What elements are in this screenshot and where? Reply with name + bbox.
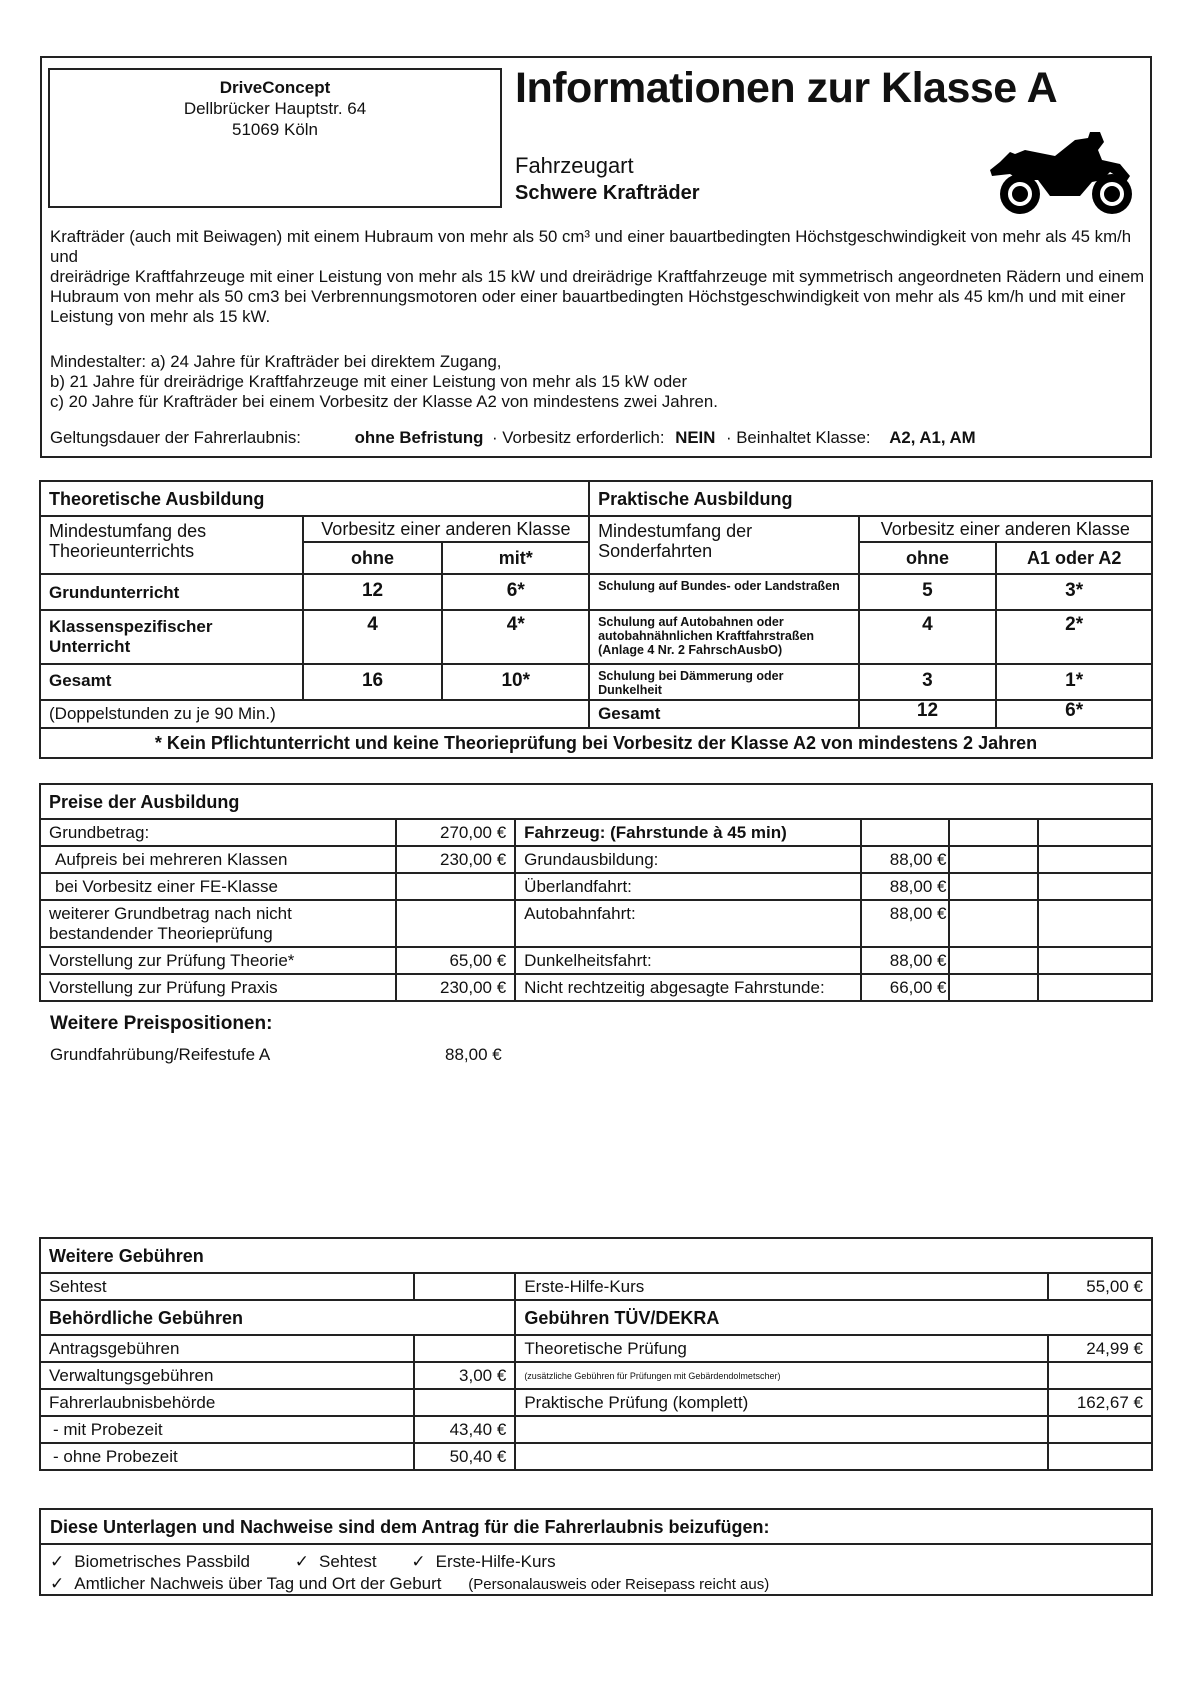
authority-fee-value: 50,40 €	[414, 1443, 515, 1470]
theory-row-label: Grundunterricht	[40, 574, 303, 610]
document-item: Amtlicher Nachweis über Tag und Ort der Geburt	[74, 1574, 442, 1593]
empty-cell	[1038, 974, 1152, 1001]
required-documents-title: Diese Unterlagen und Nachweise sind dem Antrag für die Fahrerlaubnis beizufügen:	[41, 1510, 1151, 1545]
documents-row-1	[50, 1552, 566, 1572]
practice-row-label: Schulung auf Bundes- oder Landstraßen	[589, 574, 859, 610]
authority-fees-title: Behördliche Gebühren	[40, 1300, 515, 1335]
min-age-b: b) 21 Jahre für dreirädrige Kraftfahrzeuge mit einer Leistung von mehr als 15 kW oder	[50, 372, 688, 391]
more-price-value: 88,00 €	[445, 1045, 502, 1064]
empty-cell	[949, 846, 1038, 873]
price-value: 65,00 €	[396, 947, 515, 974]
school-street: Dellbrücker Hauptstr. 64	[183, 99, 367, 118]
practice-row-label: Schulung bei Dämmerung oder Dunkelheit	[589, 664, 859, 700]
vehicle-price-label: Überlandfahrt:	[515, 873, 860, 900]
first-aid-value: 55,00 €	[1048, 1273, 1152, 1300]
price-row	[40, 846, 1152, 873]
vehicle-type-value: Schwere Krafträder	[515, 182, 700, 204]
tuv-fee-label: Praktische Prüfung (komplett)	[515, 1389, 1048, 1416]
empty-cell	[1038, 819, 1152, 846]
theory-prior-label: Vorbesitz einer anderen Klasse	[303, 516, 589, 542]
price-value: 270,00 €	[396, 819, 515, 846]
checkmark-icon: ✓	[50, 1574, 65, 1593]
practice-total-with: 6*	[996, 700, 1152, 728]
price-label: bei Vorbesitz einer FE-Klasse	[40, 873, 396, 900]
authority-fee-label: - mit Probezeit	[40, 1416, 414, 1443]
validity-value: ohne Befristung	[354, 428, 484, 447]
authority-fee-label: Verwaltungsgebühren	[40, 1362, 414, 1389]
document-item: Biometrisches Passbild	[74, 1552, 250, 1571]
fees-title: Weitere Gebühren	[40, 1238, 1152, 1273]
theory-row-without: 12	[303, 574, 443, 610]
required-documents-box	[39, 1508, 1153, 1596]
tuv-fee-value	[1048, 1416, 1152, 1443]
tuv-fee-label	[515, 1416, 1048, 1443]
theory-scope-label: Mindestumfang des Theorieunterrichts	[40, 516, 303, 574]
authority-fee-label: Fahrerlaubnisbehörde	[40, 1389, 414, 1416]
authority-fee-label: - ohne Probezeit	[40, 1443, 414, 1470]
tuv-fee-value: 162,67 €	[1048, 1389, 1152, 1416]
empty-cell	[949, 974, 1038, 1001]
practice-row-without: 3	[859, 664, 997, 700]
theory-row-with: 6*	[442, 574, 589, 610]
practice-row-with: 1*	[996, 664, 1152, 700]
practice-row-label: Schulung auf Autobahnen oder autobahnähnlichen Kraftfahrstraßen (Anlage 4 Nr. 2 FahrschAusbO)	[589, 610, 859, 664]
prereq-label: · Vorbesitz erforderlich:	[492, 428, 665, 447]
validity-row	[50, 428, 976, 448]
practice-row-without: 4	[859, 610, 997, 664]
price-row	[40, 819, 1152, 846]
vehicle-price-label: Nicht rechtzeitig abgesagte Fahrstunde:	[515, 974, 860, 1001]
tuv-fee-value: 24,99 €	[1048, 1335, 1152, 1362]
practice-row-with: 2*	[996, 610, 1152, 664]
vehicle-price-value: 88,00 €	[861, 947, 950, 974]
authority-fee-value: 3,00 €	[414, 1362, 515, 1389]
price-row	[40, 947, 1152, 974]
theory-total-with: 10*	[442, 664, 589, 700]
school-address-box	[48, 68, 502, 208]
price-label: weiterer Grundbetrag nach nicht bestandender Theorieprüfung	[40, 900, 396, 947]
theory-row-without: 4	[303, 610, 443, 664]
practice-total-without: 12	[859, 700, 997, 728]
eye-test-label: Sehtest	[40, 1273, 414, 1300]
min-age-c: c) 20 Jahre für Krafträder bei einem Vorbesitz der Klasse A2 von mindestens zwei Jahren.	[50, 392, 718, 411]
includes-label: · Beinhaltet Klasse:	[725, 428, 871, 447]
price-row	[40, 974, 1152, 1001]
price-row	[40, 873, 1152, 900]
theory-total-without: 16	[303, 664, 443, 700]
authority-fee-value: 43,40 €	[414, 1416, 515, 1443]
fee-row	[40, 1416, 1152, 1443]
training-footnote: * Kein Pflichtunterricht und keine Theorieprüfung bei Vorbesitz der Klasse A2 von mindestens 2 Jahren	[40, 728, 1152, 758]
checkmark-icon: ✓	[294, 1552, 309, 1571]
eye-test-value	[414, 1273, 515, 1300]
class-description	[50, 227, 1145, 327]
price-label: Vorstellung zur Prüfung Theorie*	[40, 947, 396, 974]
training-table	[39, 480, 1153, 759]
price-value	[396, 900, 515, 947]
tuv-fee-value	[1048, 1362, 1152, 1389]
empty-cell	[949, 819, 1038, 846]
empty-cell	[1038, 900, 1152, 947]
vehicle-price-value: 88,00 €	[861, 873, 950, 900]
tuv-fee-label: Theoretische Prüfung	[515, 1335, 1048, 1362]
price-value: 230,00 €	[396, 846, 515, 873]
practice-total-label: Gesamt	[589, 700, 859, 728]
minimum-age	[50, 352, 1145, 412]
empty-cell	[949, 873, 1038, 900]
practice-scope-label: Mindestumfang der Sonderfahrten	[589, 516, 859, 574]
fee-row	[40, 1335, 1152, 1362]
vehicle-header: Fahrzeug: (Fahrstunde à 45 min)	[515, 819, 860, 846]
empty-cell	[1038, 846, 1152, 873]
document-item: Sehtest	[318, 1552, 377, 1571]
prices-title: Preise der Ausbildung	[40, 784, 1152, 819]
tuv-fee-value	[1048, 1443, 1152, 1470]
documents-row-2	[50, 1574, 779, 1594]
empty-cell	[861, 819, 950, 846]
document-note: (Personalausweis oder Reisepass reicht aus)	[468, 1576, 770, 1593]
vehicle-price-value: 66,00 €	[861, 974, 950, 1001]
theory-note: (Doppelstunden zu je 90 Min.)	[40, 700, 589, 728]
theory-row-label: Klassenspezifischer Unterricht	[40, 610, 303, 664]
page-title: Informationen zur Klasse A	[515, 64, 1058, 112]
practice-col-without: ohne	[859, 542, 997, 574]
tuv-fees-title: Gebühren TÜV/DEKRA	[515, 1300, 1152, 1335]
empty-cell	[1038, 873, 1152, 900]
vehicle-price-label: Grundausbildung:	[515, 846, 860, 873]
training-row	[40, 664, 1152, 700]
fee-row	[40, 1362, 1152, 1389]
checkmark-icon: ✓	[50, 1552, 65, 1571]
description-line-2: dreirädrige Kraftfahrzeuge mit einer Leistung von mehr als 15 kW und dreirädrige Kraftfahrzeuge mit symmetrisch angeordneten Rädern und einem Hubraum von mehr als 50 cm3 bei Verbrennungsmotoren oder einer bauartbedingten Höchstgeschwindigkeit von mehr als 45 km/h und mit einer Leistung von mehr als 15 kW.	[50, 267, 1145, 326]
first-aid-label: Erste-Hilfe-Kurs	[515, 1273, 1048, 1300]
prereq-value: NEIN	[675, 428, 716, 447]
theory-col-with: mit*	[442, 542, 589, 574]
vehicle-price-label: Autobahnfahrt:	[515, 900, 860, 947]
more-price-label: Grundfahrübung/Reifestufe A	[50, 1045, 271, 1064]
price-row	[40, 900, 1152, 947]
vehicle-price-value: 88,00 €	[861, 900, 950, 947]
theory-col-without: ohne	[303, 542, 443, 574]
price-value	[396, 873, 515, 900]
fee-row	[40, 1443, 1152, 1470]
tuv-fee-note: (zusätzliche Gebühren für Prüfungen mit Gebärdendolmetscher)	[515, 1362, 1048, 1389]
authority-fee-value	[414, 1389, 515, 1416]
prices-table	[39, 783, 1153, 1002]
theory-title: Theoretische Ausbildung	[40, 481, 589, 516]
includes-value: A2, A1, AM	[889, 428, 976, 447]
price-label: Aufpreis bei mehreren Klassen	[40, 846, 396, 873]
fee-row	[40, 1273, 1152, 1300]
price-label: Grundbetrag:	[40, 819, 396, 846]
more-prices-title: Weitere Preispositionen:	[50, 1013, 273, 1034]
min-age-a: Mindestalter: a) 24 Jahre für Krafträder bei direktem Zugang,	[50, 352, 502, 371]
training-row	[40, 574, 1152, 610]
practice-row-with: 3*	[996, 574, 1152, 610]
authority-fee-value	[414, 1335, 515, 1362]
tuv-fee-label	[515, 1443, 1048, 1470]
empty-cell	[949, 900, 1038, 947]
practice-title: Praktische Ausbildung	[589, 481, 1152, 516]
school-city: 51069 Köln	[231, 120, 319, 139]
school-name: DriveConcept	[219, 78, 331, 97]
empty-cell	[1038, 947, 1152, 974]
checkmark-icon: ✓	[411, 1552, 426, 1571]
vehicle-type-label: Fahrzeugart	[515, 153, 634, 178]
price-value: 230,00 €	[396, 974, 515, 1001]
document-item: Erste-Hilfe-Kurs	[435, 1552, 556, 1571]
theory-total-label: Gesamt	[40, 664, 303, 700]
practice-col-with: A1 oder A2	[996, 542, 1152, 574]
price-label: Vorstellung zur Prüfung Praxis	[40, 974, 396, 1001]
practice-prior-label: Vorbesitz einer anderen Klasse	[859, 516, 1152, 542]
authority-fee-label: Antragsgebühren	[40, 1335, 414, 1362]
theory-row-with: 4*	[442, 610, 589, 664]
vehicle-price-label: Dunkelheitsfahrt:	[515, 947, 860, 974]
validity-label: Geltungsdauer der Fahrerlaubnis:	[50, 428, 301, 447]
fees-table	[39, 1237, 1153, 1471]
training-row	[40, 610, 1152, 664]
empty-cell	[949, 947, 1038, 974]
fee-row	[40, 1389, 1152, 1416]
motorcycle-icon	[980, 120, 1140, 220]
description-line-1: Krafträder (auch mit Beiwagen) mit einem Hubraum von mehr als 50 cm³ und einer bauartbedingten Höchstgeschwindigkeit von mehr als 45 km/h und	[50, 227, 1132, 266]
practice-row-without: 5	[859, 574, 997, 610]
vehicle-price-value: 88,00 €	[861, 846, 950, 873]
